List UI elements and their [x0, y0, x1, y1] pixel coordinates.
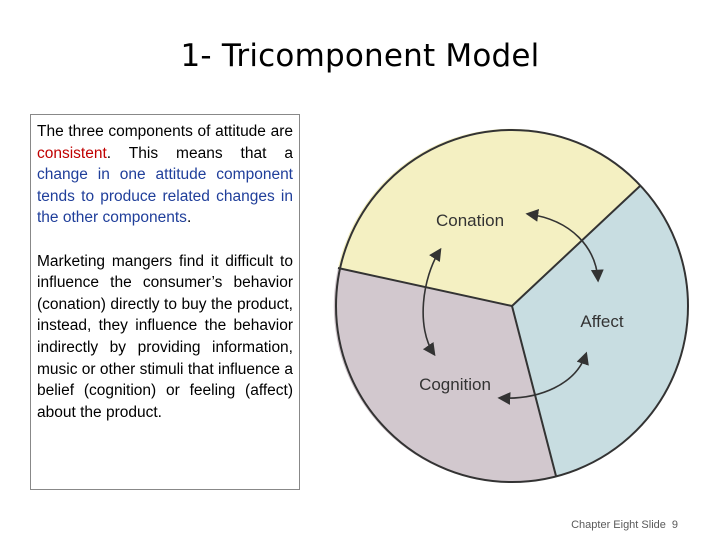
paragraph1-part1: The three components of attitude are — [37, 123, 293, 140]
text-box — [30, 114, 300, 490]
change-highlight: change in one attitude component tends to produce related changes in the other components — [37, 166, 293, 227]
affect-label: Affect — [580, 312, 624, 331]
consistent-highlight: consistent — [37, 144, 107, 162]
footer-label: Chapter Eight Slide — [571, 519, 666, 531]
cognition-label: Cognition — [419, 375, 491, 394]
paragraph1-end: . — [186, 209, 192, 227]
paragraph-marketing: Marketing mangers find it difficult to influence the consumer’s behavior (conation) directly to buy the product, instead, they influence the behavior indirectly by providing information, music or other stimuli that influence a belief (cognition) or feeling (affect) about the product. — [37, 252, 293, 421]
conation-label: Conation — [435, 211, 505, 230]
tricomponent-diagram — [324, 116, 696, 500]
slide-title: 1- Tricomponent Model — [180, 38, 540, 74]
slide-footer — [571, 519, 678, 531]
paragraph-consistency — [37, 121, 293, 229]
paragraph1-part2: . This means that a — [106, 144, 293, 162]
slide-number: 9 — [671, 519, 678, 531]
